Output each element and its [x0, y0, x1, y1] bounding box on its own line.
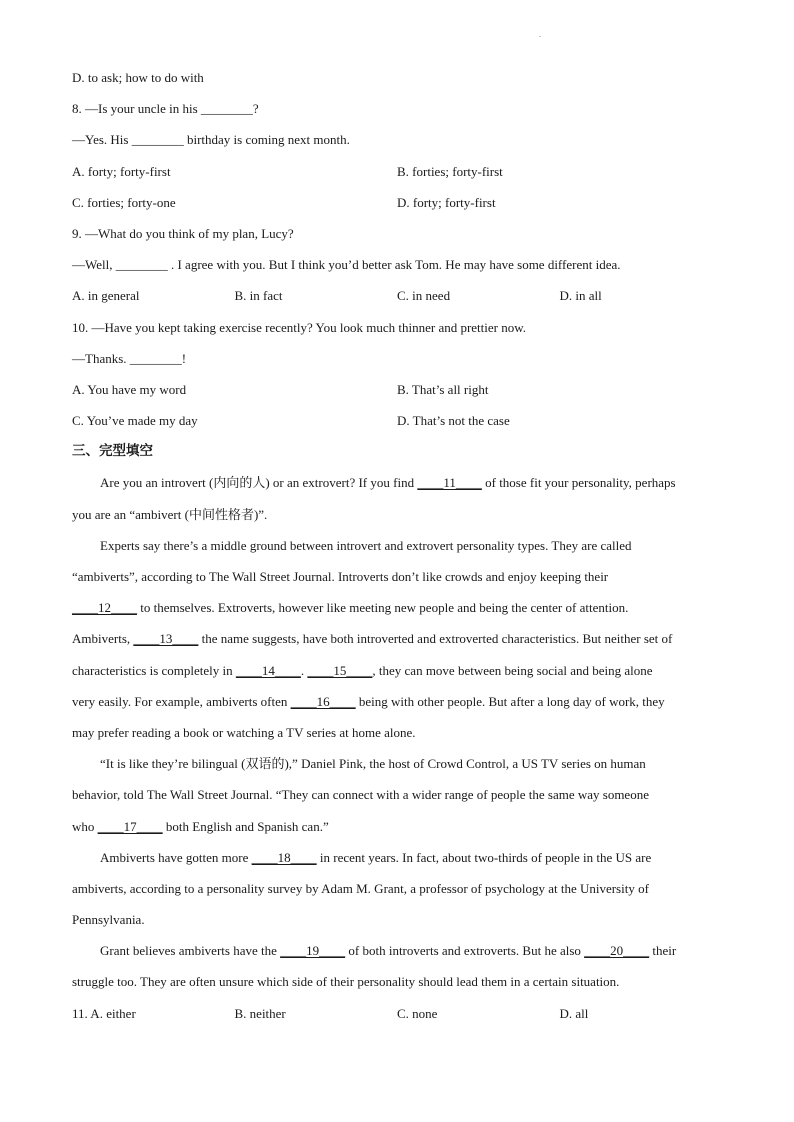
- p2-line7: may prefer reading a book or watching a TV series at home alone.: [72, 724, 416, 740]
- text-run: of both introverts and extroverts. But he also: [345, 943, 585, 959]
- q10-reply: —Thanks. ________!: [72, 350, 187, 366]
- text-run: characteristics is completely in: [72, 662, 236, 678]
- p3-line1: “It is like they’re bilingual (双语的),” Daniel Pink, the host of Crowd Control, a US TV series on human: [100, 756, 646, 772]
- q11-option-d: D. all: [559, 1005, 589, 1021]
- q7-option-d: D. to ask; how to do with: [72, 70, 204, 85]
- text-run: who: [72, 818, 98, 834]
- q9-option-a: A. in general: [72, 288, 140, 304]
- blank-17: ____17____: [97, 818, 163, 834]
- p2-line6: [72, 686, 724, 717]
- q8-options-row1: [72, 156, 724, 187]
- p2-line4: [72, 623, 724, 654]
- blank-20: ____20____: [584, 943, 650, 959]
- text-run: both English and Spanish can.”: [162, 818, 329, 834]
- p3-line3: [72, 811, 724, 842]
- p2-line2: “ambiverts”, according to The Wall Street Journal. Introverts don’t like crowds and enjoy keeping their: [72, 569, 609, 584]
- q11-options: [72, 998, 724, 1029]
- p2-line5: [72, 655, 724, 686]
- q9-option-b: B. in fact: [234, 288, 283, 304]
- blank-13: ____13____: [133, 631, 199, 647]
- q11-option-a: 11. A. either: [72, 1005, 136, 1021]
- text-run: in recent years. In fact, about two-thirds of people in the US are: [316, 849, 652, 865]
- p1-line2: you are an “ambivert (中间性格者)”.: [72, 506, 268, 522]
- q10-option-c: C. You’ve made my day: [72, 413, 198, 429]
- p4-line1: [72, 842, 724, 873]
- q8-option-c: C. forties; forty-one: [72, 194, 176, 210]
- q9-option-c: C. in need: [397, 288, 451, 304]
- text-run: being with other people. But after a long day of work, they: [355, 693, 665, 709]
- top-mark: .: [539, 30, 541, 39]
- blank-11: ____11____: [417, 475, 482, 491]
- q10-option-d: D. That’s not the case: [397, 413, 510, 429]
- text-run: Grant believes ambiverts have the: [100, 943, 281, 959]
- blank-16: ____16____: [290, 693, 356, 709]
- q10-options-row1: [72, 374, 724, 405]
- blank-12: ____12____: [72, 600, 137, 616]
- q8-option-a: A. forty; forty-first: [72, 163, 171, 179]
- q10-option-b: B. That’s all right: [397, 381, 489, 397]
- blank-19: ____19____: [280, 943, 346, 959]
- text-run: to themselves. Extroverts, however like meeting new people and being the center of attention.: [137, 600, 629, 616]
- blank-15: ____15____: [307, 662, 373, 678]
- text-run: the name suggests, have both introverted and extroverted characteristics. But neither set of: [198, 631, 673, 647]
- q11-option-b: B. neither: [234, 1005, 286, 1021]
- q10-option-a: A. You have my word: [72, 381, 187, 397]
- text-run: .: [300, 662, 308, 678]
- q11-option-c: C. none: [397, 1005, 438, 1021]
- q8-option-b: B. forties; forty-first: [397, 163, 503, 179]
- q9-stem: 9. —What do you think of my plan, Lucy?: [72, 225, 294, 241]
- p4-line3: Pennsylvania.: [72, 912, 145, 928]
- blank-18: ____18____: [251, 849, 317, 865]
- q9-option-d: D. in all: [559, 288, 602, 304]
- p2-line1: Experts say there’s a middle ground between introvert and extrovert personality types. They are called: [100, 537, 632, 553]
- q9-options: [72, 280, 724, 311]
- p2-line3: [72, 592, 724, 623]
- p1-line1: [72, 467, 724, 498]
- text-run: very easily. For example, ambiverts often: [72, 693, 291, 709]
- q8-options-row2: [72, 187, 724, 218]
- p3-line2: behavior, told The Wall Street Journal. “They can connect with a wider range of people the same way someone: [72, 787, 649, 803]
- q8-reply: —Yes. His ________ birthday is coming next month.: [72, 132, 350, 148]
- text-run: their: [649, 943, 677, 959]
- p4-line2: ambiverts, according to a personality survey by Adam M. Grant, a professor of psychology at the University of: [72, 880, 649, 896]
- q10-options-row2: [72, 405, 724, 436]
- q10-stem: 10. —Have you kept taking exercise recently? You look much thinner and prettier now.: [72, 319, 527, 335]
- blank-14: ____14____: [235, 662, 301, 678]
- text-run: Ambiverts have gotten more: [100, 849, 252, 865]
- text-run: Are you an introvert (内向的人) or an extrovert? If you find: [100, 475, 418, 491]
- p5-line2: struggle too. They are often unsure which side of their personality should lead them in a certain situation.: [72, 974, 620, 990]
- text-run: , they can move between being social and being alone: [372, 662, 653, 678]
- q8-stem: 8. —Is your uncle in his ________?: [72, 101, 259, 117]
- q8-option-d: D. forty; forty-first: [397, 194, 496, 210]
- section3-heading: 三、完型填空: [72, 443, 153, 460]
- p5-line1: [72, 935, 724, 966]
- text-run: of those fit your personality, perhaps: [481, 475, 676, 491]
- q9-reply: —Well, ________ . I agree with you. But I think you’d better ask Tom. He may have some different idea.: [72, 257, 621, 273]
- text-run: Ambiverts,: [72, 631, 134, 647]
- document-page: [72, 62, 724, 1029]
